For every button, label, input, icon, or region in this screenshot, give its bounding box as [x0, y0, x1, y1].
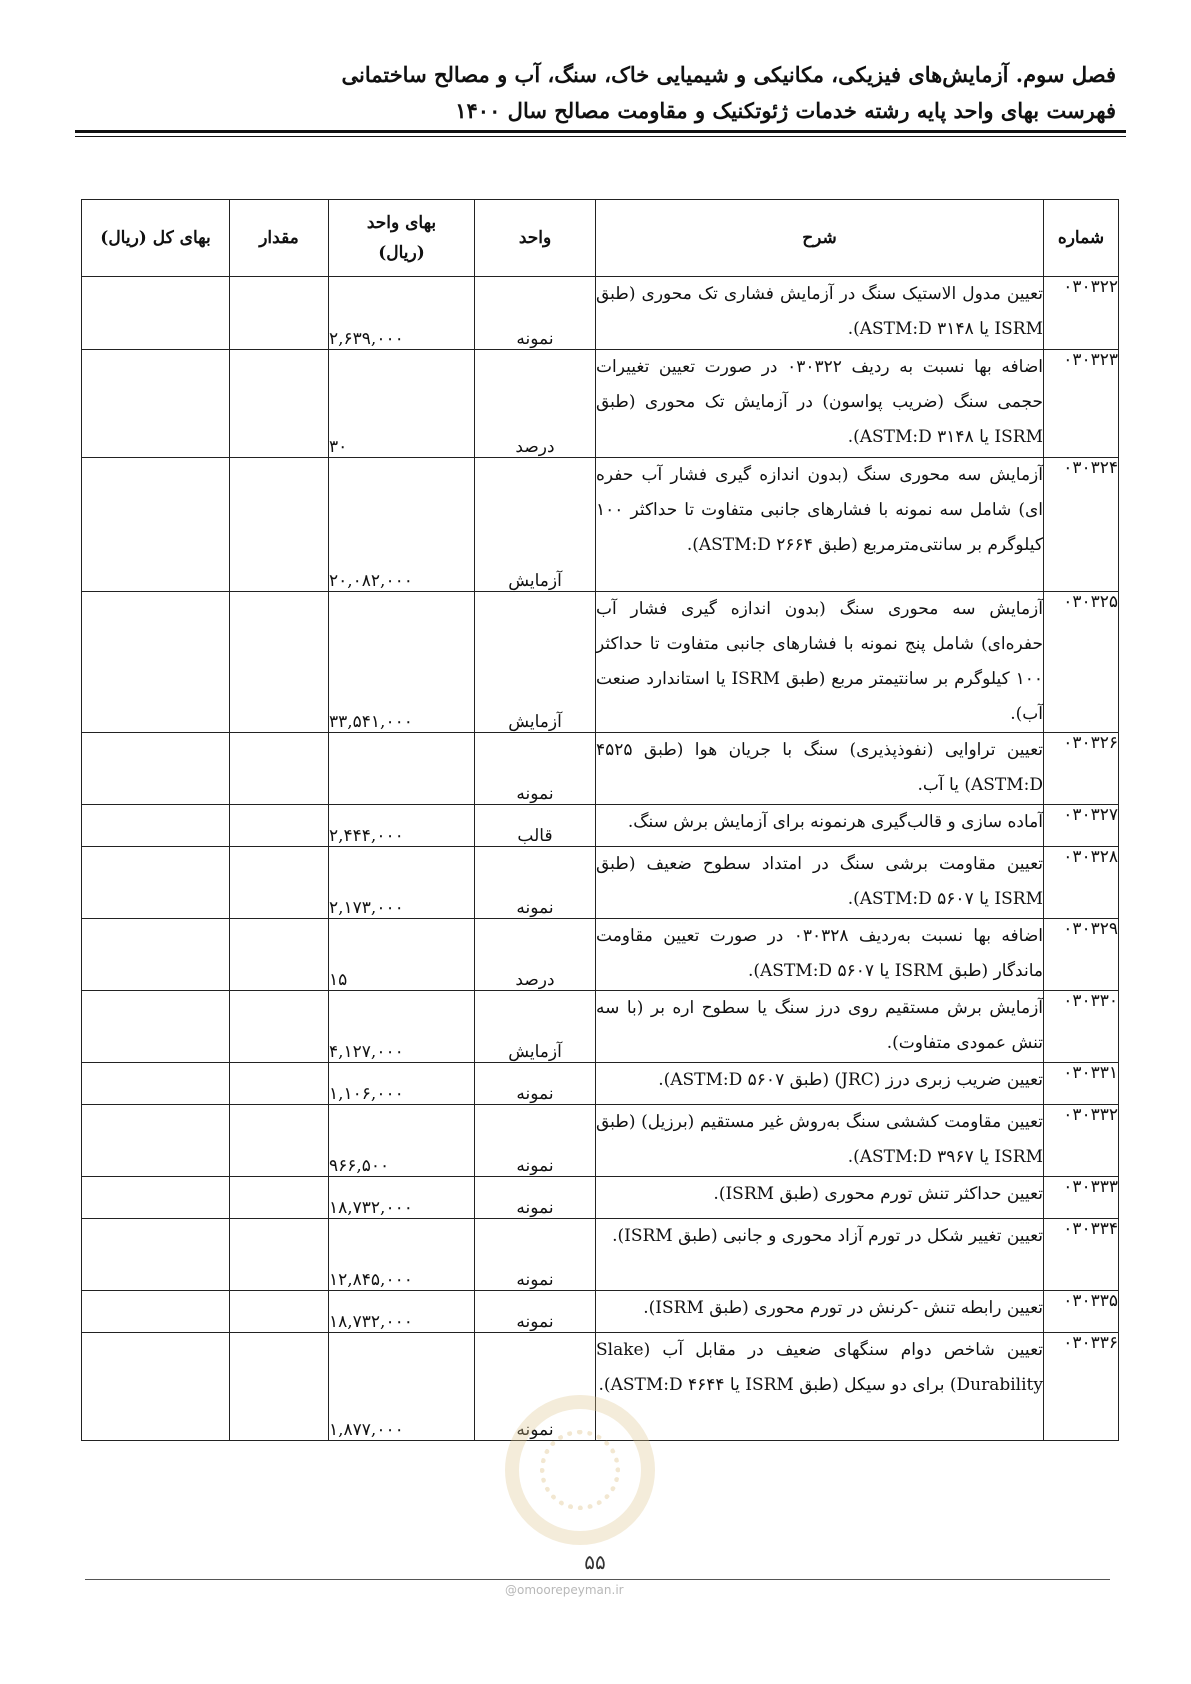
row-unit: آزمایش [475, 458, 596, 592]
row-unit: نمونه [475, 1219, 596, 1291]
row-quantity [230, 1063, 329, 1105]
row-total [82, 592, 230, 733]
row-number: ۰۳۰۳۳۴ [1044, 1219, 1119, 1291]
row-unit: نمونه [475, 1063, 596, 1105]
row-quantity [230, 458, 329, 592]
row-number: ۰۳۰۳۳۰ [1044, 991, 1119, 1063]
table-row [82, 277, 1119, 350]
table-header-row [82, 200, 1119, 277]
row-total [82, 805, 230, 847]
row-unit-price: ۱۸,۷۳۲,۰۰۰ [329, 1177, 475, 1219]
row-unit-price: ۳۰ [329, 350, 475, 458]
row-number: ۰۳۰۳۳۵ [1044, 1291, 1119, 1333]
table-row [82, 805, 1119, 847]
table-row [82, 350, 1119, 458]
row-total [82, 1177, 230, 1219]
row-total [82, 1333, 230, 1441]
row-description: تعیین ضریب زبری درز (JRC) (طبق ۵۶۰۷ ASTM:D). [596, 1063, 1044, 1105]
row-number: ۰۳۰۳۳۶ [1044, 1333, 1119, 1441]
row-total [82, 1219, 230, 1291]
row-description: تعیین تراوایی (نفوذپذیری) سنگ با جریان هوا (طبق ۴۵۲۵ ASTM:D) یا آب. [596, 733, 1044, 805]
row-quantity [230, 733, 329, 805]
watermark-gear-icon [540, 1430, 620, 1510]
row-quantity [230, 919, 329, 991]
row-unit-price: ۲,۶۳۹,۰۰۰ [329, 277, 475, 350]
row-description: آزمایش سه محوری سنگ (بدون اندازه گیری فشار آب حفره‌ای) شامل پنج نمونه با فشارهای جانبی متفاوت تا حداکثر ۱۰۰ کیلوگرم بر سانتیمتر مربع (طبق ISRM یا استاندارد صنعت آب). [596, 592, 1044, 733]
row-description: اضافه بها نسبت به‌ردیف ۰۳۰۳۲۸ در صورت تعیین مقاومت ماندگار (طبق ISRM یا ۵۶۰۷ ASTM:D). [596, 919, 1044, 991]
row-number: ۰۳۰۳۳۲ [1044, 1105, 1119, 1177]
row-number: ۰۳۰۳۲۶ [1044, 733, 1119, 805]
footer-rule [85, 1579, 1110, 1580]
table-row [82, 1105, 1119, 1177]
row-unit: نمونه [475, 1291, 596, 1333]
row-number: ۰۳۰۳۲۵ [1044, 592, 1119, 733]
row-unit-price [329, 733, 475, 805]
row-description: تعیین شاخص دوام سنگهای ضعیف در مقابل آب (Slake Durability) برای دو سیکل (طبق ISRM یا ۴۶۴۴ ASTM:D). [596, 1333, 1044, 1441]
header-quantity: مقدار [230, 200, 329, 277]
row-number: ۰۳۰۳۳۱ [1044, 1063, 1119, 1105]
row-number: ۰۳۰۳۲۸ [1044, 847, 1119, 919]
row-unit: نمونه [475, 277, 596, 350]
header-description: شرح [596, 200, 1044, 277]
row-unit: نمونه [475, 1105, 596, 1177]
row-unit: آزمایش [475, 991, 596, 1063]
header-rule-thick [75, 130, 1126, 133]
table-row [82, 847, 1119, 919]
row-description: تعیین مقاومت کششی سنگ به‌روش غیر مستقیم (برزیل) (طبق ISRM یا ۳۹۶۷ ASTM:D). [596, 1105, 1044, 1177]
row-number: ۰۳۰۳۲۴ [1044, 458, 1119, 592]
row-quantity [230, 805, 329, 847]
row-description: آزمایش سه محوری سنگ (بدون اندازه گیری فشار آب حفره ای) شامل سه نمونه با فشارهای جانبی متفاوت تا حداکثر ۱۰۰ کیلوگرم بر سانتی‌مترمربع (طبق ۲۶۶۴ ASTM:D). [596, 458, 1044, 592]
row-quantity [230, 991, 329, 1063]
row-total [82, 847, 230, 919]
header-unit-price-line2: (ریال) [378, 243, 425, 263]
row-quantity [230, 847, 329, 919]
row-description: آزمایش برش مستقیم روی درز سنگ یا سطوح اره بر (با سه تنش عمودی متفاوت). [596, 991, 1044, 1063]
table-row [82, 919, 1119, 991]
document-title: فهرست بهای واحد پایه رشته خدمات ژئوتکنیک و مقاومت مصالح سال ۱۴۰۰ [455, 98, 1116, 123]
row-quantity [230, 1177, 329, 1219]
row-description: تعیین مدول الاستیک سنگ در آزمایش فشاری تک محوری (طبق ISRM یا ASTM:D ۳۱۴۸). [596, 277, 1044, 350]
header-rule-thin [75, 136, 1126, 137]
row-number: ۰۳۰۳۲۳ [1044, 350, 1119, 458]
header-unit-price-line1: بهای واحد [366, 213, 437, 233]
header-number: شماره [1044, 200, 1119, 277]
page-number: ۵۵ [584, 1550, 606, 1574]
row-description: تعیین حداکثر تنش تورم محوری (طبق ISRM). [596, 1177, 1044, 1219]
table-row [82, 733, 1119, 805]
row-quantity [230, 1291, 329, 1333]
row-quantity [230, 350, 329, 458]
row-unit-price: ۲۰,۰۸۲,۰۰۰ [329, 458, 475, 592]
table-row [82, 1177, 1119, 1219]
row-number: ۰۳۰۳۲۲ [1044, 277, 1119, 350]
row-unit-price: ۱,۱۰۶,۰۰۰ [329, 1063, 475, 1105]
row-description: تعیین مقاومت برشی سنگ در امتداد سطوح ضعیف (طبق ISRM یا ۵۶۰۷ ASTM:D). [596, 847, 1044, 919]
row-unit-price: ۱۲,۸۴۵,۰۰۰ [329, 1219, 475, 1291]
row-total [82, 919, 230, 991]
row-description: تعیین رابطه تنش -کرنش در تورم محوری (طبق ISRM). [596, 1291, 1044, 1333]
row-total [82, 733, 230, 805]
row-unit: درصد [475, 350, 596, 458]
header-unit: واحد [475, 200, 596, 277]
row-total [82, 350, 230, 458]
row-total [82, 991, 230, 1063]
chapter-title: فصل سوم. آزمایش‌های فیزیکی، مکانیکی و شیمیایی خاک، سنگ، آب و مصالح ساختمانی [341, 62, 1116, 87]
row-total [82, 1063, 230, 1105]
row-unit-price: ۲,۱۷۳,۰۰۰ [329, 847, 475, 919]
table-row [82, 592, 1119, 733]
row-unit: نمونه [475, 847, 596, 919]
row-total [82, 277, 230, 350]
row-quantity [230, 592, 329, 733]
row-total [82, 1105, 230, 1177]
row-unit: نمونه [475, 1177, 596, 1219]
row-unit: درصد [475, 919, 596, 991]
row-total [82, 1291, 230, 1333]
row-unit: نمونه [475, 1333, 596, 1441]
row-unit: قالب [475, 805, 596, 847]
row-quantity [230, 277, 329, 350]
row-quantity [230, 1333, 329, 1441]
table-row [82, 1219, 1119, 1291]
row-number: ۰۳۰۳۳۳ [1044, 1177, 1119, 1219]
row-total [82, 458, 230, 592]
row-unit: نمونه [475, 733, 596, 805]
row-unit-price: ۴,۱۲۷,۰۰۰ [329, 991, 475, 1063]
website-watermark: @omoorepeyman.ir [505, 1583, 624, 1597]
row-number: ۰۳۰۳۲۷ [1044, 805, 1119, 847]
row-unit-price: ۱,۸۷۷,۰۰۰ [329, 1333, 475, 1441]
row-unit-price: ۱۸,۷۳۲,۰۰۰ [329, 1291, 475, 1333]
row-unit-price: ۹۶۶,۵۰۰ [329, 1105, 475, 1177]
row-description: تعیین تغییر شکل در تورم آزاد محوری و جانبی (طبق ISRM). [596, 1219, 1044, 1291]
row-description: اضافه بها نسبت به ردیف ۰۳۰۳۲۲ در صورت تعیین تغییرات حجمی سنگ (ضریب پواسون) در آزمایش تک محوری (طبق ISRM یا ۳۱۴۸ ASTM:D). [596, 350, 1044, 458]
row-unit-price: ۱۵ [329, 919, 475, 991]
table-row [82, 1291, 1119, 1333]
price-table [81, 199, 1119, 1441]
row-unit-price: ۳۳,۵۴۱,۰۰۰ [329, 592, 475, 733]
row-quantity [230, 1105, 329, 1177]
header-unit-price [329, 200, 475, 277]
row-quantity [230, 1219, 329, 1291]
row-number: ۰۳۰۳۲۹ [1044, 919, 1119, 991]
table-row [82, 1063, 1119, 1105]
row-unit: آزمایش [475, 592, 596, 733]
row-description: آماده سازی و قالب‌گیری هرنمونه برای آزمایش برش سنگ. [596, 805, 1044, 847]
row-unit-price: ۲,۴۴۴,۰۰۰ [329, 805, 475, 847]
table-row [82, 991, 1119, 1063]
table-row [82, 458, 1119, 592]
header-total: بهای کل (ریال) [82, 200, 230, 277]
